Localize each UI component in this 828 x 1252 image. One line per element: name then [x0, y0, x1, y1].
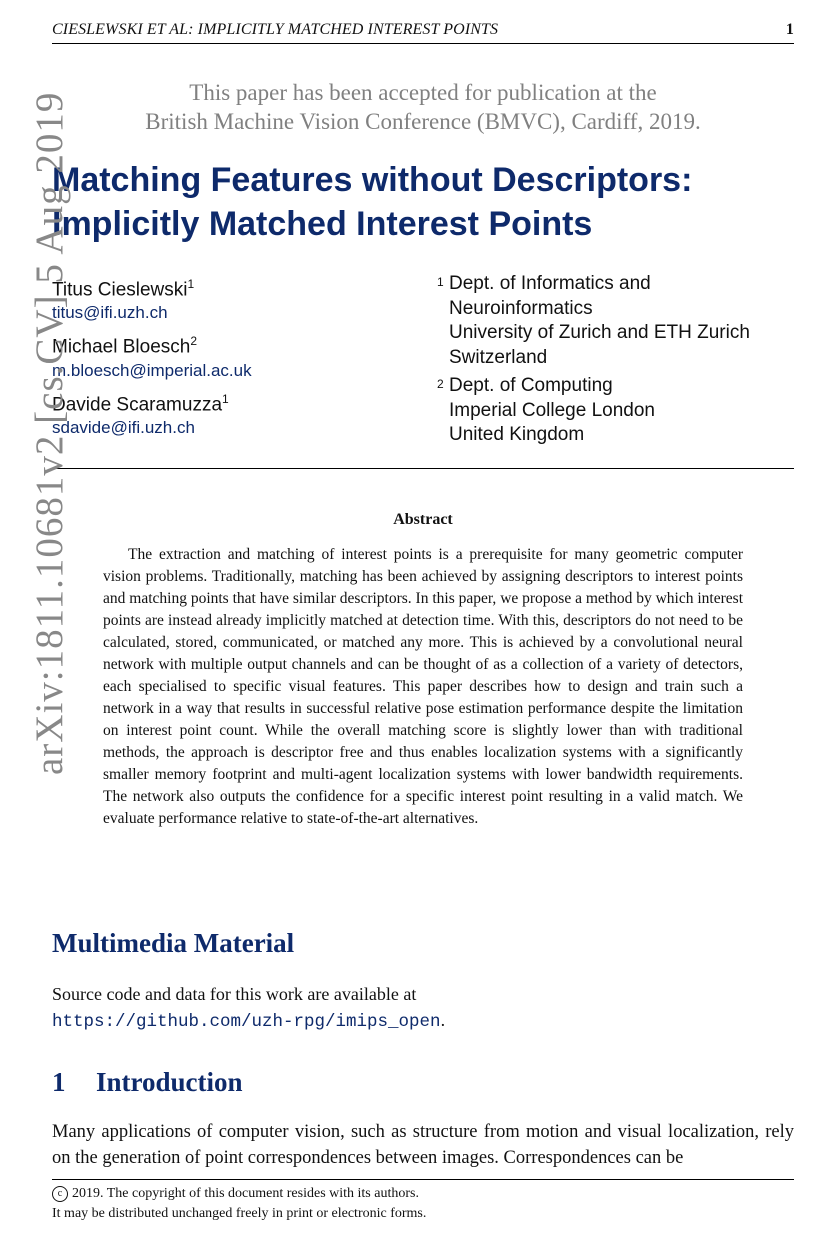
- running-head-text: CIESLEWSKI ET AL: IMPLICITLY MATCHED INTEREST POINTS: [52, 21, 499, 38]
- running-head: [52, 21, 794, 44]
- copyright-icon: c: [52, 1186, 68, 1202]
- author-list: [52, 272, 432, 444]
- author-name: Titus Cieslewski$^1$: [52, 277, 195, 301]
- section-title: Introduction: [96, 1067, 243, 1097]
- footnote-divider: [52, 1179, 794, 1180]
- author-block: [52, 387, 432, 438]
- author-name: Davide Scaramuzza$^1$: [52, 391, 229, 415]
- title-line-1: Matching Features without Descriptors:: [52, 161, 693, 199]
- multimedia-sentence: Source code and data for this work are available at: [52, 984, 417, 1004]
- header-divider: [52, 468, 794, 469]
- author-email[interactable]: titus@ifi.uzh.ch: [52, 303, 168, 323]
- source-code-link[interactable]: https://github.com/uzh-rpg/imips_open: [52, 1012, 441, 1032]
- copyright-footnote: c 2019. The copyright of this document resides with its authors. It may be distributed unchanged freely in print or electronic forms.: [52, 1186, 427, 1221]
- affiliation-list: [437, 272, 807, 452]
- introduction-heading: [52, 1067, 243, 1098]
- author-name: Michael Bloesch$^2$: [52, 334, 198, 358]
- affiliation: 2 Dept. of Computing Imperial College London United Kingdom: [437, 375, 655, 445]
- multimedia-heading: Multimedia Material: [52, 928, 295, 958]
- notice-line-1: This paper has been accepted for publication at the: [189, 80, 657, 105]
- author-block: [52, 272, 432, 323]
- title-line-2: Implicitly Matched Interest Points: [52, 205, 593, 243]
- notice-line-2: British Machine Vision Conference (BMVC), Cardiff, 2019.: [145, 109, 701, 134]
- page-number: 1: [785, 21, 794, 38]
- section-number: 1: [52, 1067, 66, 1097]
- paper-title: [52, 158, 794, 246]
- author-block: [52, 329, 432, 380]
- introduction-text: Many applications of computer vision, such as structure from motion and visual localization, rely on the generation of point correspondences between images. Correspondences can be: [52, 1122, 794, 1168]
- abstract-heading: Abstract: [393, 511, 453, 528]
- author-email[interactable]: m.bloesch@imperial.ac.uk: [52, 360, 252, 380]
- affiliation: 1 Dept. of Informatics and Neuroinformatics University of Zurich and ETH Zurich Switzerland: [437, 273, 750, 368]
- author-email[interactable]: sdavide@ifi.uzh.ch: [52, 417, 195, 437]
- publication-notice: [52, 78, 794, 136]
- multimedia-text: Source code and data for this work are available at https://github.com/uzh-rpg/imips_open.: [52, 981, 794, 1035]
- abstract-text: The extraction and matching of interest points is a prerequisite for many geometric computer vision problems. Traditionally, matching has been achieved by assigning descriptors to interest points and matching points that have similar descriptors. In this paper, we propose a method by which interest points are instead already implicitly matched at detection time. With this, descriptors do not need to be calculated, stored, communicated, or matched any more. This is achieved by a convolutional neural network with multiple output channels and can be thought of as a collection of a variety of detectors, each specialised to specific visual features. This paper describes how to design and train such a network in a way that results in successful relative pose estimation performance despite the limitation on interest point count. While the overall matching score is slightly lower than with traditional methods, the approach is descriptor free and thus enables localization systems with a significantly smaller memory footprint and multi-agent localization systems with lower bandwidth requirements. The network also outputs the confidence for a specific interest point resulting in a valid match. We evaluate performance relative to state-of-the-art alternatives.: [103, 546, 743, 827]
- arxiv-stamp: arXiv:1811.10681v2 [cs.CV] 5 Aug 2019: [28, 91, 71, 775]
